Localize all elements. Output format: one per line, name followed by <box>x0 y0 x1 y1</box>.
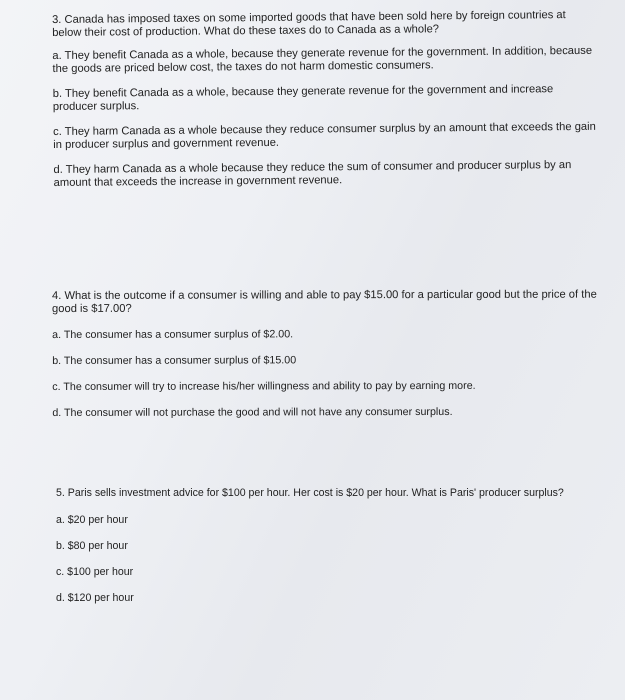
question-5-option-a: a. $20 per hour <box>56 514 128 526</box>
question-5-option-b: b. $80 per hour <box>56 540 128 552</box>
question-4-option-a: a. The consumer has a consumer surplus of $2.00. <box>52 328 294 341</box>
question-3-option-d: d. They harm Canada as a whole because they reduce the sum of consumer and producer surplus by an amount that exceeds the increase in government revenue. <box>53 159 572 189</box>
question-4-option-b: b. The consumer has a consumer surplus of $15.00 <box>52 354 297 367</box>
question-4-stem: 4. What is the outcome if a consumer is willing and able to pay $15.00 for a particular good but the price of the good is $17.00? <box>52 288 597 315</box>
question-5-stem: 5. Paris sells investment advice for $100 per hour. Her cost is $20 per hour. What is Paris' producer surplus? <box>56 487 564 499</box>
question-5-option-d: d. $120 per hour <box>56 592 134 604</box>
question-3-option-a: a. They benefit Canada as a whole, because they generate revenue for the government. In addition, because the goods are priced below cost, the taxes do not harm domestic consumers. <box>52 44 593 75</box>
question-5 <box>56 487 596 618</box>
question-4-option-c: c. The consumer will try to increase his/her willingness and ability to pay by earning more. <box>52 379 476 393</box>
question-3 <box>52 9 599 202</box>
question-5-option-c: c. $100 per hour <box>56 566 134 578</box>
question-3-option-c: c. They harm Canada as a whole because they reduce consumer surplus by an amount that exceeds the gain in producer surplus and government revenue. <box>53 120 596 151</box>
question-4 <box>52 289 597 433</box>
question-4-option-d: d. The consumer will not purchase the good and will not have any consumer surplus. <box>52 405 453 419</box>
question-3-stem: 3. Canada has imposed taxes on some imported goods that have been sold here by foreign countries at below their cost of production. What do these taxes do to Canada as a whole? <box>52 9 566 39</box>
question-3-option-b: b. They benefit Canada as a whole, because they generate revenue for the government and increase producer surplus. <box>52 83 554 113</box>
